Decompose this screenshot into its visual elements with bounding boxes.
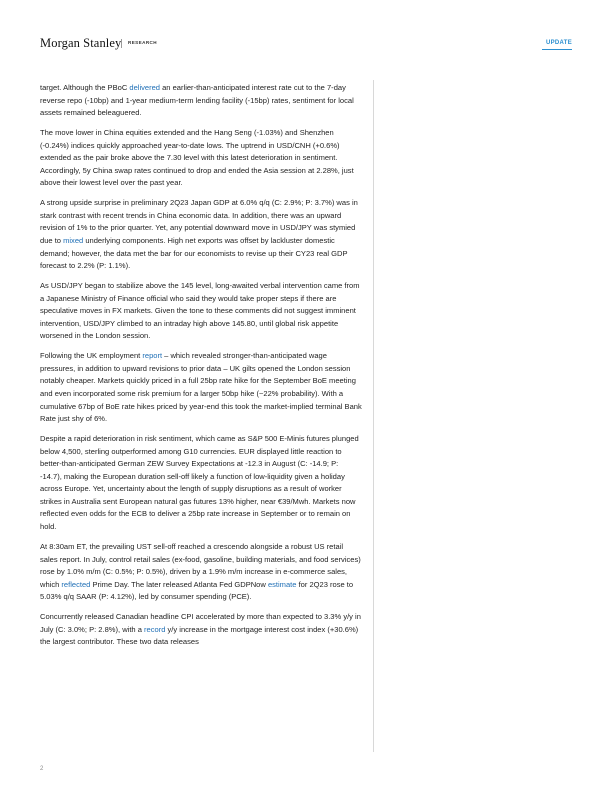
paragraph-us-retail: At 8:30am ET, the prevailing UST sell-off reached a crescendo alongside a robust US retail sales report. In July, control retail sales (ex-food, gasoline, building materials, and food services) rose by 1.0% m/m (C: 0.5%; P: 0.5%), driven by a 1.9% m/m increase in e-commerce sales, which reflected Prime Day. The later released Atlanta Fed GDPNow estimate for 2Q23 rose to 5.03% q/q SAAR (P: 4.12%), led by consumer spending (PCE). (40, 542, 361, 602)
paragraph-japan-gdp: A strong upside surprise in preliminary 2Q23 Japan GDP at 6.0% q/q (C: 2.9%; P: 3.7%) was in stark contrast with recent trends in China economic data. In addition, there was an upward revision of 1% to the prior quarter. Yet, any potential downward move in USD/JPY was stymied due to mixed underlying components. High net exports was offset by lackluster domestic demand; however, the data met the bar for our economists to revise up their CY23 real GDP forecast to 2.2% (P: 1.1%). (40, 198, 358, 271)
paragraph-risk-sentiment: Despite a rapid deterioration in risk sentiment, which came as S&P 500 E-Minis futures plunged below 4,500, sterling outperformed among G10 currencies. EUR displayed little reaction to better-than-anticipated German ZEW Survey Expectations at -12.3 in August (C: -14.9; P: -14.7), making the European duration sell-off likely a function of low-liquidity given a holiday across Europe. Yet, uncertainty about the length of supply disruptions as a result of worker strikes in Australia sent European natural gas futures 13% higher, near €39/Mwh. Markets now reflected even odds for the ECB to deliver a 25bp rate increase in September or to remain on hold. (40, 434, 359, 531)
column-divider (373, 80, 374, 752)
link-mixed[interactable]: mixed (63, 236, 84, 246)
paragraph-canada-cpi: Concurrently released Canadian headline CPI accelerated by more than expected to 3.3% y/y in July (C: 3.0%; P: 2.8%), with a record y/y increase in the mortgage interest cost index (+30.6%) the largest contributor. These two data releases (40, 612, 361, 647)
link-report[interactable]: report (142, 351, 163, 361)
link-reflected[interactable]: reflected (61, 579, 91, 589)
link-record[interactable]: record (144, 624, 166, 634)
paragraph-pboc: target. Although the PBoC delivered an earlier-than-anticipated interest rate cut to the 7-day reverse repo (-10bp) and 1-year medium-term lending facility (-15bp) rates, sentiment for local assets remained beleaguered. (40, 83, 354, 118)
link-delivered[interactable]: delivered (129, 83, 161, 92)
header-divider (121, 39, 122, 48)
page-number: 2 (40, 766, 44, 772)
brand-logo: Morgan Stanley (40, 36, 122, 50)
paragraph-uk-employment: Following the UK employment report – which revealed stronger-than-anticipated wage pressures, in addition to upward revisions to prior data – UK gilts opened the London session notably cheaper. Markets quickly priced in a full 25bp rate hike for the September BoE meeting and even incorporated some risk premium for a larger 50bp hike (~22% probability). With a cumulative 67bp of BoE rate hikes priced by year-end this took the market-implied terminal Bank Rate just shy of 6%. (40, 351, 362, 424)
update-tag-underline (542, 49, 572, 50)
page-header (40, 34, 572, 54)
paragraph-usdjpy: As USD/JPY began to stabilize above the 145 level, long-awaited verbal intervention came from a Japanese Ministry of Finance official who said they would take proper steps if there are speculative moves in FX markets. Given the tone to these comments did not suggest imminent intervention, USD/JPY climbed to an intraday high above 145.80, until global risk appetite worsened in the London session. (40, 281, 360, 341)
body-text (40, 82, 362, 656)
link-estimate[interactable]: estimate (267, 579, 297, 589)
paragraph-china-equities: The move lower in China equities extended and the Hang Seng (-1.03%) and Shenzhen (-0.24%) indices quickly approached year-to-date lows. The uptrend in USD/CNH (+0.6%) extended as the pair broke above the 7.30 level with this latest deterioration in sentiment. Accordingly, 5y China swap rates continued to drop and ended the Asia session at 2.28%, just above their lowest level over the past year. (40, 128, 354, 188)
update-tag: UPDATE (545, 40, 572, 46)
section-label: RESEARCH (128, 40, 157, 45)
